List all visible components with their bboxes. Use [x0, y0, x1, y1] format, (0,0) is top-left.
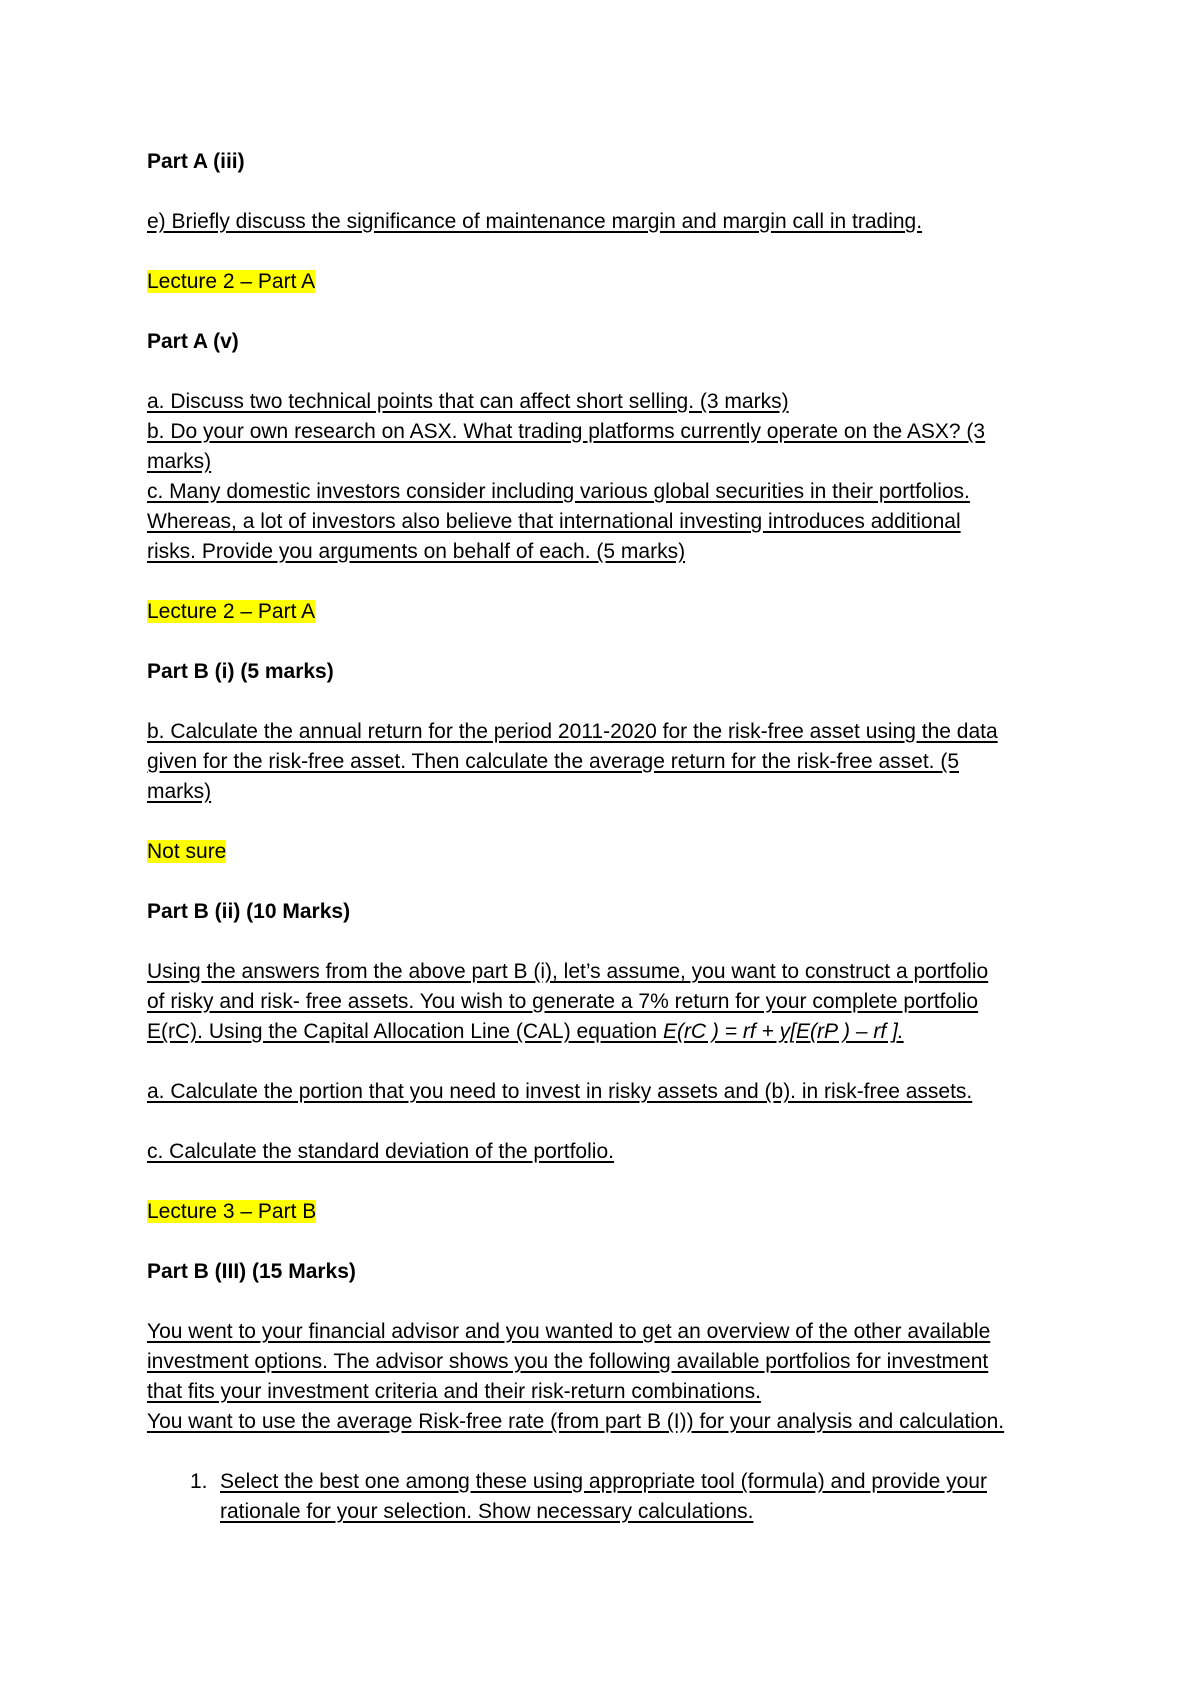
question-line: risks. Provide you arguments on behalf of each. (5 marks) — [147, 540, 686, 563]
question-line: of risky and risk- free assets. You wish to generate a 7% return for your complete portfolio — [147, 990, 979, 1013]
question-b-ii-a: a. Calculate the portion that you need to invest in risky assets and (b). in risk-free assets. — [147, 1080, 973, 1103]
list-item — [147, 1467, 1077, 1527]
cal-intro-text: E(rC). Using the Capital Allocation Line (CAL) equation — [147, 1020, 663, 1043]
question-part-b-i — [147, 717, 1077, 807]
question-line: that fits your investment criteria and their risk-return combinations. — [147, 1380, 761, 1403]
question-part-b-iii — [147, 1317, 1077, 1437]
heading-part-a-iii: Part A (iii) — [147, 150, 245, 173]
question-line: You want to use the average Risk-free rate (from part B (I)) for your analysis and calculation. — [147, 1410, 1005, 1433]
question-line: c. Many domestic investors consider including various global securities in their portfolios. — [147, 480, 970, 503]
list-item-line: Select the best one among these using appropriate tool (formula) and provide your — [220, 1470, 987, 1493]
question-b-ii-c: c. Calculate the standard deviation of the portfolio. — [147, 1140, 614, 1163]
heading-part-a-v: Part A (v) — [147, 330, 239, 353]
question-line: a. Discuss two technical points that can affect short selling. (3 marks) — [147, 390, 789, 413]
list-number: 1. — [190, 1470, 208, 1493]
document-body — [147, 147, 1077, 1527]
question-line: You went to your financial advisor and you wanted to get an overview of the other available — [147, 1320, 991, 1343]
questions-part-a-v — [147, 387, 1077, 567]
question-line: given for the risk-free asset. Then calculate the average return for the risk-free asset. (5 — [147, 750, 959, 773]
heading-part-b-iii: Part B (III) (15 Marks) — [147, 1260, 356, 1283]
question-part-b-ii — [147, 957, 1077, 1047]
question-e: e) Briefly discuss the significance of maintenance margin and margin call in trading. — [147, 210, 923, 233]
cal-formula: E(rC ) = rf + y[E(rP ) – rf ]. — [662, 1020, 904, 1043]
question-line: investment options. The advisor shows you the following available portfolios for investment — [147, 1350, 989, 1373]
question-line: marks) — [147, 780, 212, 803]
question-line: Whereas, a lot of investors also believe that international investing introduces additional — [147, 510, 961, 533]
tag-not-sure: Not sure — [147, 840, 227, 863]
question-line: marks) — [147, 450, 212, 473]
question-line: b. Calculate the annual return for the period 2011-2020 for the risk-free asset using the data — [147, 720, 998, 743]
heading-part-b-ii: Part B (ii) (10 Marks) — [147, 900, 351, 923]
question-line — [147, 1017, 1077, 1047]
numbered-list — [147, 1467, 1077, 1527]
question-line: b. Do your own research on ASX. What trading platforms currently operate on the ASX? (3 — [147, 420, 986, 443]
tag-lecture-2-part-a-1: Lecture 2 – Part A — [147, 270, 316, 293]
list-item-line: rationale for your selection. Show necessary calculations. — [220, 1500, 754, 1523]
tag-lecture-2-part-a-2: Lecture 2 – Part A — [147, 600, 316, 623]
tag-lecture-3-part-b: Lecture 3 – Part B — [147, 1200, 317, 1223]
heading-part-b-i: Part B (i) (5 marks) — [147, 660, 334, 683]
question-line: Using the answers from the above part B (i), let’s assume, you want to construct a portfolio — [147, 960, 989, 983]
